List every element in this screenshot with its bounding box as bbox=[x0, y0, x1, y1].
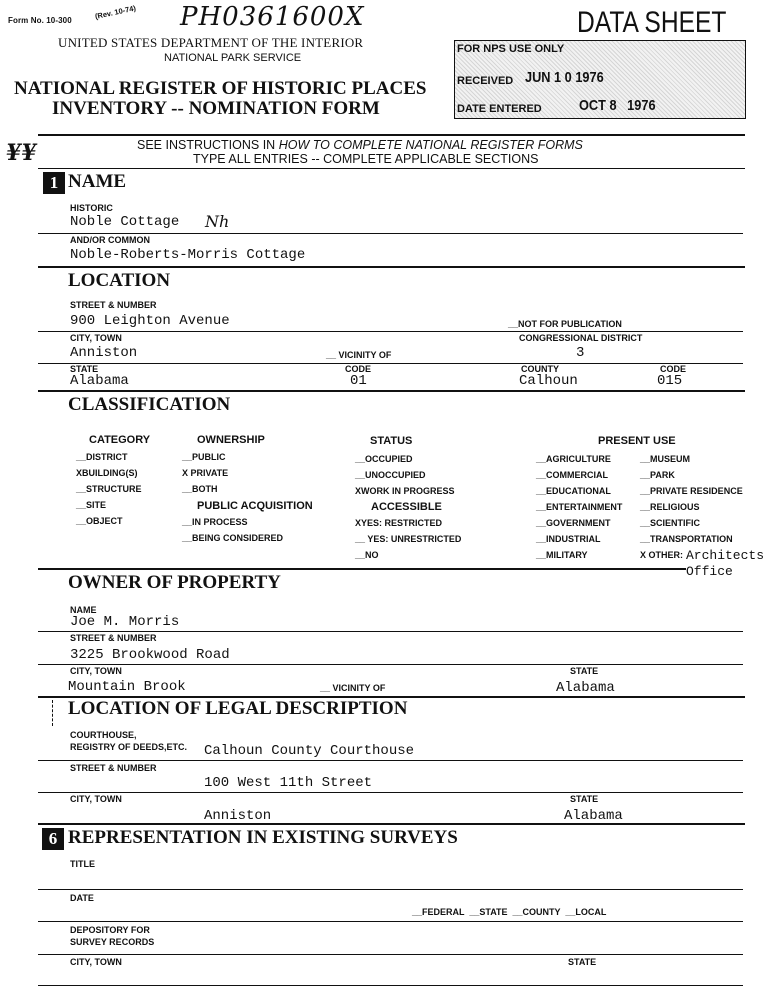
option-in-process: __IN PROCESS bbox=[182, 517, 248, 527]
county-code-label: CODE bbox=[660, 364, 687, 374]
rule bbox=[38, 390, 745, 392]
option-industrial: __INDUSTRIAL bbox=[536, 534, 601, 544]
city-label: CITY, TOWN bbox=[70, 333, 122, 343]
date-entered-value: OCT 8 1976 bbox=[579, 97, 656, 114]
present-use-left bbox=[536, 454, 622, 566]
received-date: JUN 1 0 1976 bbox=[525, 69, 604, 86]
legal-street-label: STREET & NUMBER bbox=[70, 763, 157, 773]
owner-name-label: NAME bbox=[70, 605, 97, 615]
department-name: UNITED STATES DEPARTMENT OF THE INTERIOR bbox=[58, 35, 364, 50]
vicinity-of: __ VICINITY OF bbox=[326, 350, 392, 360]
rule bbox=[38, 921, 743, 922]
present-use-heading: PRESENT USE bbox=[598, 435, 676, 447]
owner-state: Alabama bbox=[556, 680, 615, 696]
option-private-residence: __PRIVATE RESIDENCE bbox=[640, 486, 743, 496]
option-district: __DISTRICT bbox=[76, 452, 128, 462]
owner-vicinity-of: __ VICINITY OF bbox=[320, 683, 386, 693]
survey-title-label: TITLE bbox=[70, 859, 95, 869]
code-value: 01 bbox=[350, 373, 367, 389]
option-private: X PRIVATE bbox=[182, 468, 229, 478]
rule bbox=[38, 266, 745, 268]
other-use-line1: Architects bbox=[686, 548, 765, 563]
accessible-heading: ACCESSIBLE bbox=[371, 501, 442, 513]
section-title-name: NAME bbox=[68, 171, 127, 192]
section-number-6: 6 bbox=[42, 828, 64, 850]
option-transportation: __TRANSPORTATION bbox=[640, 534, 733, 544]
option-scientific: __SCIENTIFIC bbox=[640, 518, 701, 528]
state-label: STATE bbox=[70, 364, 99, 374]
survey-state-label: STATE bbox=[568, 957, 597, 967]
instructions-prefix: SEE INSTRUCTIONS IN bbox=[137, 138, 279, 152]
state-value: Alabama bbox=[70, 373, 129, 389]
option-site: __SITE bbox=[76, 500, 107, 510]
survey-city-label: CITY, TOWN bbox=[70, 957, 122, 967]
owner-city-label: CITY, TOWN bbox=[70, 666, 122, 676]
common-name: Noble-Roberts-Morris Cottage bbox=[70, 247, 306, 263]
common-name-label: AND/OR COMMON bbox=[70, 235, 150, 245]
county-label: COUNTY bbox=[521, 364, 559, 374]
street-label: STREET & NUMBER bbox=[70, 300, 157, 310]
rule bbox=[38, 168, 745, 169]
section-number-1: 1 bbox=[43, 172, 65, 194]
accessible-options bbox=[355, 518, 461, 566]
historic-label: HISTORIC bbox=[70, 203, 113, 213]
margin-tick bbox=[52, 700, 53, 726]
other-use-line2: Office bbox=[686, 564, 733, 579]
courthouse-value: Calhoun County Courthouse bbox=[204, 743, 415, 759]
congressional-district-value: 3 bbox=[576, 345, 585, 361]
option-religious: __RELIGIOUS bbox=[640, 502, 700, 512]
county-code-value: 015 bbox=[657, 373, 683, 389]
form-number: Form No. 10-300 bbox=[8, 16, 72, 25]
legal-city: Anniston bbox=[204, 808, 272, 824]
status-options bbox=[355, 454, 455, 502]
ownership-heading: OWNERSHIP bbox=[197, 434, 265, 446]
form-title-line1: NATIONAL REGISTER OF HISTORIC PLACES bbox=[14, 78, 427, 99]
historic-annotation: Nh bbox=[205, 212, 230, 231]
courthouse-label-1: COURTHOUSE, bbox=[70, 730, 137, 740]
depository-label-2: SURVEY RECORDS bbox=[70, 937, 155, 947]
revision-number: (Rev. 10-74) bbox=[94, 3, 137, 22]
option-being-considered: __BEING CONSIDERED bbox=[182, 533, 284, 543]
nps-use-box bbox=[454, 40, 746, 119]
rule bbox=[38, 233, 743, 234]
option-occupied: __OCCUPIED bbox=[355, 454, 413, 464]
option-agriculture: __AGRICULTURE bbox=[536, 454, 611, 464]
option-both: __BOTH bbox=[182, 484, 218, 494]
option-entertainment: __ENTERTAINMENT bbox=[536, 502, 623, 512]
acquisition-options bbox=[182, 517, 283, 549]
legal-state-label: STATE bbox=[570, 794, 599, 804]
option-other: X OTHER: bbox=[640, 550, 684, 560]
owner-street: 3225 Brookwood Road bbox=[70, 647, 230, 663]
rule bbox=[38, 985, 743, 986]
rule bbox=[38, 363, 743, 364]
rule bbox=[38, 792, 743, 793]
option-museum: __MUSEUM bbox=[640, 454, 691, 464]
owner-street-label: STREET & NUMBER bbox=[70, 633, 157, 643]
legal-street: 100 West 11th Street bbox=[204, 775, 373, 791]
owner-city: Mountain Brook bbox=[68, 679, 186, 695]
option-work-in-progress: XWORK IN PROGRESS bbox=[355, 486, 455, 496]
form-title-line2: INVENTORY -- NOMINATION FORM bbox=[52, 98, 380, 119]
option-unoccupied: __UNOCCUPIED bbox=[355, 470, 426, 480]
option-buildings: XBUILDING(S) bbox=[76, 468, 138, 478]
not-for-publication: __NOT FOR PUBLICATION bbox=[508, 319, 622, 329]
service-name: NATIONAL PARK SERVICE bbox=[164, 52, 302, 64]
nps-use-label: FOR NPS USE ONLY bbox=[457, 43, 565, 55]
option-no: __NO bbox=[355, 550, 379, 560]
rule bbox=[38, 664, 743, 665]
county-value: Calhoun bbox=[519, 373, 578, 389]
rule bbox=[38, 760, 743, 761]
legal-state: Alabama bbox=[564, 808, 623, 824]
received-label: RECEIVED bbox=[457, 75, 514, 87]
instructions-italic: HOW TO COMPLETE NATIONAL REGISTER FORMS bbox=[278, 138, 583, 152]
rule bbox=[38, 823, 745, 825]
status-heading: STATUS bbox=[370, 435, 413, 447]
option-public: __PUBLIC bbox=[182, 452, 226, 462]
section-title-owner: OWNER OF PROPERTY bbox=[68, 572, 281, 593]
survey-date-label: DATE bbox=[70, 893, 94, 903]
option-government: __GOVERNMENT bbox=[536, 518, 611, 528]
ownership-options bbox=[182, 452, 228, 500]
owner-state-label: STATE bbox=[570, 666, 599, 676]
section-title-surveys: REPRESENTATION IN EXISTING SURVEYS bbox=[68, 827, 458, 848]
section-title-legal: LOCATION OF LEGAL DESCRIPTION bbox=[68, 698, 408, 719]
option-structure: __STRUCTURE bbox=[76, 484, 142, 494]
option-park: __PARK bbox=[640, 470, 675, 480]
owner-name: Joe M. Morris bbox=[70, 614, 180, 630]
survey-levels: __FEDERAL __STATE __COUNTY __LOCAL bbox=[412, 907, 607, 917]
rule bbox=[38, 631, 743, 632]
rule bbox=[38, 134, 745, 136]
city-value: Anniston bbox=[70, 345, 138, 361]
section-title-classification: CLASSIFICATION bbox=[68, 394, 231, 415]
option-military: __MILITARY bbox=[536, 550, 588, 560]
option-yes-restricted: XYES: RESTRICTED bbox=[355, 518, 443, 528]
rule bbox=[38, 954, 743, 955]
legal-city-label: CITY, TOWN bbox=[70, 794, 122, 804]
congressional-district-label: CONGRESSIONAL DISTRICT bbox=[519, 333, 643, 343]
section-title-location: LOCATION bbox=[68, 270, 171, 291]
category-heading: CATEGORY bbox=[89, 434, 151, 446]
instructions-line1 bbox=[137, 138, 583, 152]
rule bbox=[38, 889, 743, 890]
courthouse-label-2: REGISTRY OF DEEDS,ETC. bbox=[70, 742, 188, 752]
code-label: CODE bbox=[345, 364, 372, 374]
handwritten-id: PH0361600X bbox=[180, 2, 365, 32]
date-entered-label: DATE ENTERED bbox=[457, 103, 542, 115]
public-acquisition-heading: PUBLIC ACQUISITION bbox=[197, 500, 313, 512]
instructions-line2: TYPE ALL ENTRIES -- COMPLETE APPLICABLE SECTIONS bbox=[193, 152, 539, 166]
rule bbox=[38, 331, 743, 332]
option-object: __OBJECT bbox=[76, 516, 123, 526]
margin-mark: ¥¥ bbox=[6, 140, 37, 166]
depository-label-1: DEPOSITORY FOR bbox=[70, 925, 150, 935]
option-yes-unrestricted: __ YES: UNRESTRICTED bbox=[355, 534, 462, 544]
historic-name: Noble Cottage bbox=[70, 214, 180, 230]
street-value: 900 Leighton Avenue bbox=[70, 313, 230, 329]
rule bbox=[38, 568, 686, 570]
option-commercial: __COMMERCIAL bbox=[536, 470, 609, 480]
option-educational: __EDUCATIONAL bbox=[536, 486, 611, 496]
category-options bbox=[76, 452, 142, 532]
data-sheet-label: DATA SHEET bbox=[577, 6, 727, 39]
